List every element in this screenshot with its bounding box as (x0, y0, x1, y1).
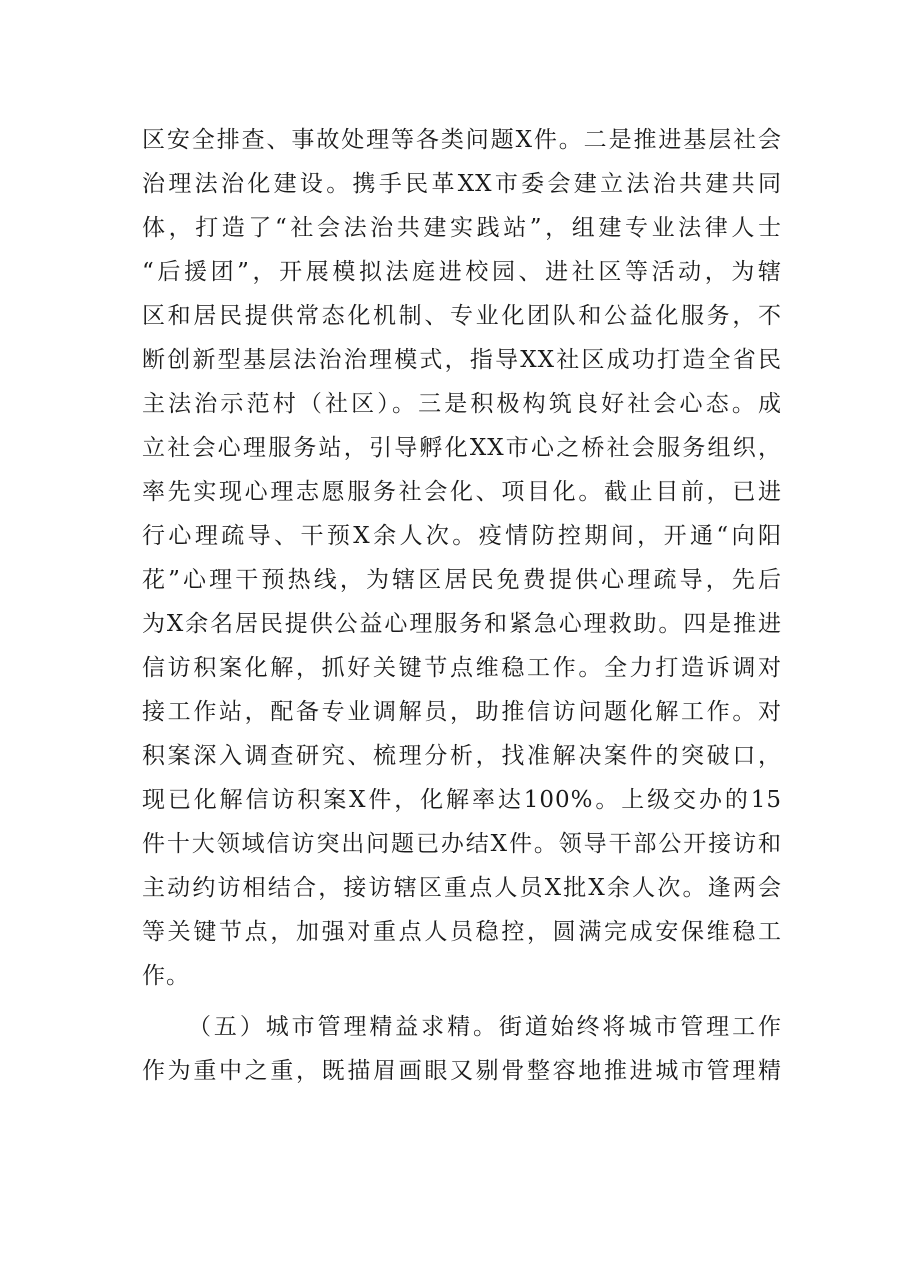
text-line: 积案深入调查研究、梳理分析，找准解决案件的突破口， (142, 743, 782, 769)
paragraph-2 (142, 1005, 782, 1093)
text-line: 率先实现心理志愿服务社会化、项目化。截止目前，已进 (142, 479, 782, 505)
text-line: 主动约访相结合，接访辖区重点人员X批X余人次。逢两会 (142, 875, 782, 901)
text-line: 现已化解信访积案X件，化解率达100%。上级交办的15 (142, 787, 782, 813)
text-line: 接工作站，配备专业调解员，助推信访问题化解工作。对 (142, 699, 782, 725)
text-line: 断创新型基层法治治理模式，指导XX社区成功打造全省民 (142, 347, 782, 373)
text-line: 体，打造了“社会法治共建实践站”，组建专业法律人士 (142, 215, 782, 241)
text-line: 作。 (142, 963, 190, 989)
text-line: 等关键节点，加强对重点人员稳控，圆满完成安保维稳工 (142, 919, 782, 945)
text-line: 区和居民提供常态化机制、专业化团队和公益化服务，不 (142, 303, 782, 329)
section-heading-line: （五）城市管理精益求精。街道始终将城市管理工作 (188, 1014, 782, 1040)
text-line: 立社会心理服务站，引导孵化XX市心之桥社会服务组织， (142, 435, 782, 461)
text-line: 为X余名居民提供公益心理服务和紧急心理救助。四是推进 (142, 611, 782, 637)
text-line: 花”心理干预热线，为辖区居民免费提供心理疏导，先后 (142, 567, 782, 593)
text-line: 行心理疏导、干预X余人次。疫情防控期间，开通“向阳 (142, 523, 782, 549)
text-line: 信访积案化解，抓好关键节点维稳工作。全力打造诉调对 (142, 655, 782, 681)
text-line: 治理法治化建设。携手民革XX市委会建立法治共建共同 (142, 171, 782, 197)
document-body (142, 118, 782, 1093)
paragraph-gap (142, 998, 782, 1005)
text-line: 件十大领域信访突出问题已办结X件。领导干部公开接访和 (142, 831, 782, 857)
text-line: 作为重中之重，既描眉画眼又剔骨整容地推进城市管理精 (142, 1058, 782, 1084)
text-line: 主法治示范村（社区）。三是积极构筑良好社会心态。成 (142, 391, 782, 417)
text-line: 区安全排查、事故处理等各类问题X件。二是推进基层社会 (142, 127, 782, 153)
text-line: “后援团”，开展模拟法庭进校园、进社区等活动，为辖 (142, 259, 782, 285)
paragraph-1 (142, 118, 782, 998)
